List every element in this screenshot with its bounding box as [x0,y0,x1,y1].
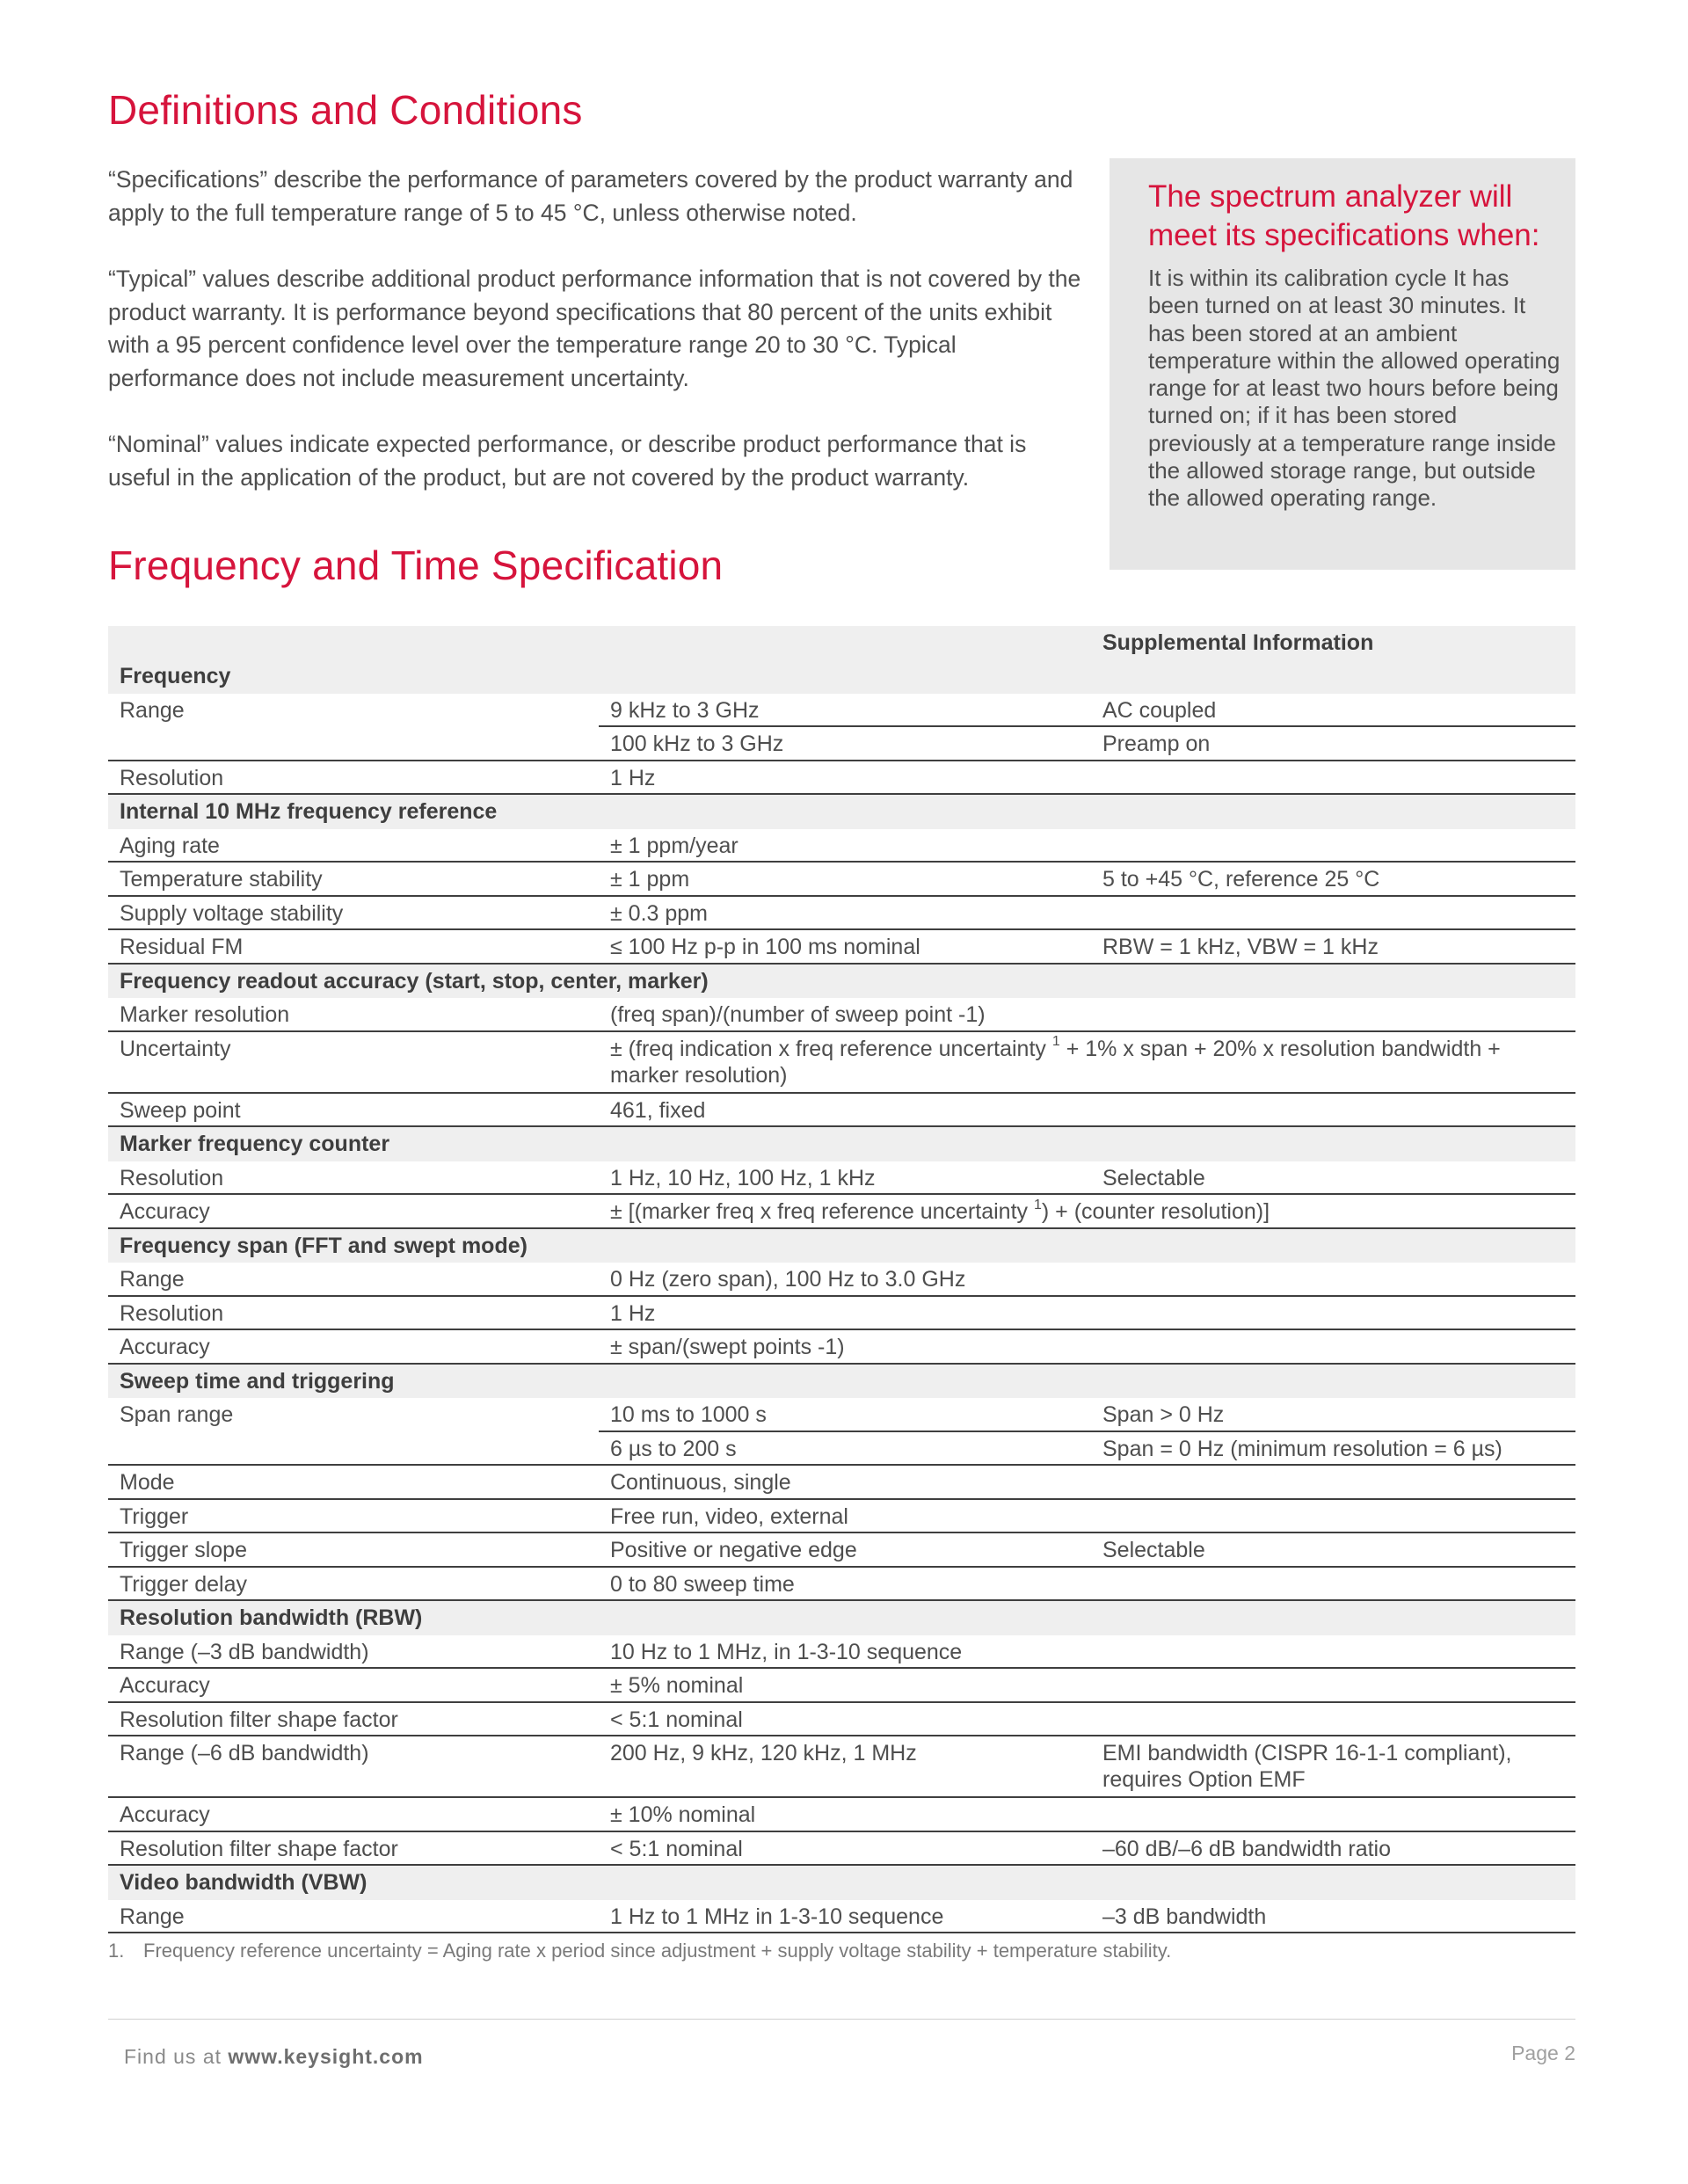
spec-supplemental: Preamp on [1102,732,1211,756]
footnote [108,1940,1171,1962]
spec-value [610,866,1094,892]
spec-row [108,727,1575,761]
spec-parameter: Trigger delay [120,1571,247,1597]
spec-value-text: Free run, video, external [610,1503,848,1529]
spec-row [108,1398,1575,1432]
footer-find-us [124,2045,424,2069]
spec-row [108,1900,1575,1934]
spec-value [610,1266,1094,1292]
spec-row [108,1635,1575,1670]
spec-supplemental: –60 dB/–6 dB bandwidth ratio [1102,1836,1392,1861]
spec-group-row [108,1229,1575,1263]
callout-title: The spectrum analyzer will meet its specifications when: [1148,179,1540,252]
spec-group-label: Frequency readout accuracy (start, stop, center, marker) [120,968,709,994]
spec-row [108,1500,1575,1534]
spec-value [610,1001,1094,1028]
spec-group-row [108,659,1575,694]
spec-value-text: 1 Hz to 1 MHz in 1-3-10 sequence [610,1904,944,1929]
callout-body: It is within its calibration cycle It has been turned on at least 30 minutes. It has been stored at an ambient temperature within the allowed operating range for at least two hours before being turned on; if it has been stored previously at a temperature range inside the allowed storage range, but outside the allowed operating range. [1148,265,1561,512]
spec-row [108,1432,1575,1467]
spec-parameter: Accuracy [120,1199,210,1224]
spec-row [108,1736,1575,1798]
spec-row [108,1568,1575,1602]
spec-table [108,626,1575,1933]
spec-group-label: Frequency span (FFT and swept mode) [120,1233,528,1258]
spec-value-text: 0 Hz (zero span), 100 Hz to 3.0 GHz [610,1267,966,1292]
spec-value [610,765,1094,791]
spec-value [610,1707,1094,1733]
spec-value [610,900,1094,927]
spec-value [610,1672,1094,1699]
spec-group-row [108,795,1575,829]
spec-value [610,1503,1094,1530]
spec-parameter: Range [120,1267,185,1292]
spec-parameter: Mode [120,1470,175,1495]
spec-group-row [108,1601,1575,1635]
spec-value [610,1639,1094,1665]
spec-value [610,1165,1094,1191]
spec-value-text: 1 Hz [610,765,656,790]
spec-value [610,1904,1094,1930]
spec-supplemental: 5 to +45 °C, reference 25 °C [1102,867,1380,892]
spec-value [610,1334,1094,1360]
definitions-title: Definitions and Conditions [108,87,583,133]
spec-value-text: 9 kHz to 3 GHz [610,697,760,723]
spec-value [610,1401,1094,1428]
spec-row [108,1669,1575,1703]
spec-parameter: Resolution filter shape factor [120,1707,398,1732]
spec-value-text: 100 kHz to 3 GHz [610,732,784,756]
spec-row [108,1161,1575,1196]
spec-group-row [108,965,1575,999]
spec-value-text: 6 µs to 200 s [610,1436,737,1461]
definitions-body [108,164,1084,528]
spec-row [108,694,1575,728]
spec-value [610,934,1094,960]
spec-group-label: Sweep time and triggering [120,1368,395,1394]
spec-parameter: Range (–3 dB bandwidth) [120,1639,369,1664]
spec-value [610,833,1094,859]
footnote-number: 1. [108,1940,125,1962]
definition-specifications: “Specifications” describe the performance of parameters covered by the product warranty and apply to the full temperature range of 5 to 45 °C, unless otherwise noted. [108,166,1073,226]
definition-typical: “Typical” values describe additional product performance information that is not covered by the product warranty. It is performance beyond specifications that 80 percent of the units exhibit with a 95 percent confidence level over the temperature range 20 to 30 °C. Typical performance does not include measurement uncertainty. [108,266,1081,391]
spec-value [610,697,1094,724]
spec-parameter: Accuracy [120,1673,210,1698]
spec-group-row [108,1127,1575,1161]
spec-parameter: Aging rate [120,833,220,858]
spec-group-label: Marker frequency counter [120,1132,390,1156]
spec-row [108,897,1575,931]
spec-parameter: Resolution [120,765,224,790]
spec-parameter: Range (–6 dB bandwidth) [120,1741,369,1765]
spec-parameter: Trigger slope [120,1538,247,1562]
spec-row [108,1703,1575,1737]
spec-row [108,761,1575,796]
page-number: Page 2 [1511,2042,1575,2064]
spec-value-text: ± 0.3 ppm [610,900,708,926]
spec-parameter: Accuracy [120,1335,210,1359]
spec-parameter: Sweep point [120,1097,241,1123]
spec-value [610,1802,1094,1828]
spec-value-text: ± 1 ppm/year [610,833,738,858]
spec-value [610,731,1094,757]
spec-supplemental: EMI bandwidth (CISPR 16-1-1 compliant), requires Option EMF [1102,1741,1512,1792]
spec-parameter: Marker resolution [120,1002,290,1027]
spec-row [108,1533,1575,1568]
footnote-text: Frequency reference uncertainty = Aging rate x period since adjustment + supply voltage stability + temperature stability. [143,1940,1172,1962]
spec-row [108,1263,1575,1297]
spec-value-text: 0 to 80 sweep time [610,1571,795,1597]
spec-row [108,1466,1575,1500]
spec-row [108,1032,1575,1094]
spec-value-text: ± (freq indication x freq reference uncertainty [610,1036,1052,1061]
spec-value [610,1740,1094,1766]
website-link[interactable]: www.keysight.com [228,2045,424,2068]
footnote-reference: 1 [1051,1034,1060,1050]
spec-value-text: ± 5% nominal [610,1673,744,1698]
spec-value-text: Positive or negative edge [610,1538,857,1562]
spec-parameter: Resolution filter shape factor [120,1836,398,1861]
spec-value-text: ≤ 100 Hz p-p in 100 ms nominal [610,935,920,959]
spec-value-text: 10 Hz to 1 MHz, in 1-3-10 sequence [610,1639,963,1664]
spec-value-text: ± [(marker freq x freq reference uncertainty [610,1199,1034,1224]
spec-parameter: Temperature stability [120,867,323,892]
spec-group-label: Resolution bandwidth (RBW) [120,1605,423,1630]
spec-row [108,1832,1575,1867]
spec-parameter: Range [120,1904,185,1929]
spec-parameter: Resolution [120,1300,224,1326]
spec-value [610,1036,1564,1088]
spec-value [610,1198,1564,1225]
spec-value [610,1836,1094,1862]
spec-parameter: Span range [120,1402,234,1427]
frequency-section-title: Frequency and Time Specification [108,542,724,588]
conditions-callout [1110,158,1575,570]
spec-parameter: Range [120,697,185,723]
spec-group-row [108,1866,1575,1900]
spec-value-text: < 5:1 nominal [610,1707,743,1732]
spec-value-text: 200 Hz, 9 kHz, 120 kHz, 1 MHz [610,1741,917,1765]
spec-value-text: Continuous, single [610,1470,791,1495]
footnote-reference: 1 [1033,1197,1042,1212]
spec-value [610,1436,1094,1462]
spec-value-text: 1 Hz, 10 Hz, 100 Hz, 1 kHz [610,1165,876,1190]
spec-group-label: Internal 10 MHz frequency reference [120,799,498,824]
spec-parameter: Trigger [120,1503,189,1529]
spec-value-text: ) + (counter resolution)] [1041,1199,1270,1224]
spec-parameter: Accuracy [120,1802,210,1827]
supplemental-header: Supplemental Information [1102,630,1374,655]
footer-divider [108,2019,1575,2020]
spec-value-text: 461, fixed [610,1097,706,1123]
spec-value-text: ± 10% nominal [610,1802,756,1827]
spec-parameter: Uncertainty [120,1036,231,1061]
spec-row [108,863,1575,897]
spec-value-text: + 1% x span + 20% x resolution bandwidth + marker resolution) [610,1036,1501,1088]
spec-value [610,1097,1094,1124]
spec-group-label: Video bandwidth (VBW) [120,1870,367,1895]
spec-supplemental: Span > 0 Hz [1102,1402,1225,1427]
spec-supplemental: –3 dB bandwidth [1102,1904,1267,1929]
spec-row [108,1297,1575,1331]
spec-value-text: < 5:1 nominal [610,1836,743,1861]
footer-find-prefix: Find us at [124,2045,229,2068]
spec-value-text: (freq span)/(number of sweep point -1) [610,1002,986,1027]
definition-nominal: “Nominal” values indicate expected performance, or describe product performance that is useful in the application of the product, but are not covered by the product warranty. [108,431,1027,491]
spec-row [108,1330,1575,1365]
spec-row [108,829,1575,863]
spec-supplemental: Span = 0 Hz (minimum resolution = 6 µs) [1102,1436,1502,1461]
spec-value [610,1300,1094,1327]
spec-parameter: Supply voltage stability [120,900,344,926]
spec-value-text: ± span/(swept points -1) [610,1335,845,1359]
spec-parameter: Residual FM [120,935,244,959]
spec-row [108,930,1575,965]
spec-value [610,1571,1094,1598]
spec-value-text: 10 ms to 1000 s [610,1402,767,1427]
spec-supplemental: AC coupled [1102,697,1217,723]
spec-value [610,1537,1094,1563]
spec-value-text: 1 Hz [610,1300,656,1326]
spec-value-text: ± 1 ppm [610,867,690,892]
spec-row [108,1094,1575,1128]
spec-group-label: Frequency [120,664,231,688]
spec-supplemental: RBW = 1 kHz, VBW = 1 kHz [1102,935,1379,959]
spec-parameter: Resolution [120,1165,224,1190]
spec-row [108,998,1575,1032]
spec-supplemental: Selectable [1102,1165,1205,1190]
spec-group-row [108,1365,1575,1399]
spec-value [610,1469,1094,1496]
spec-supplemental: Selectable [1102,1538,1205,1562]
spec-table-header [108,626,1575,659]
spec-row [108,1195,1575,1229]
spec-row [108,1798,1575,1832]
